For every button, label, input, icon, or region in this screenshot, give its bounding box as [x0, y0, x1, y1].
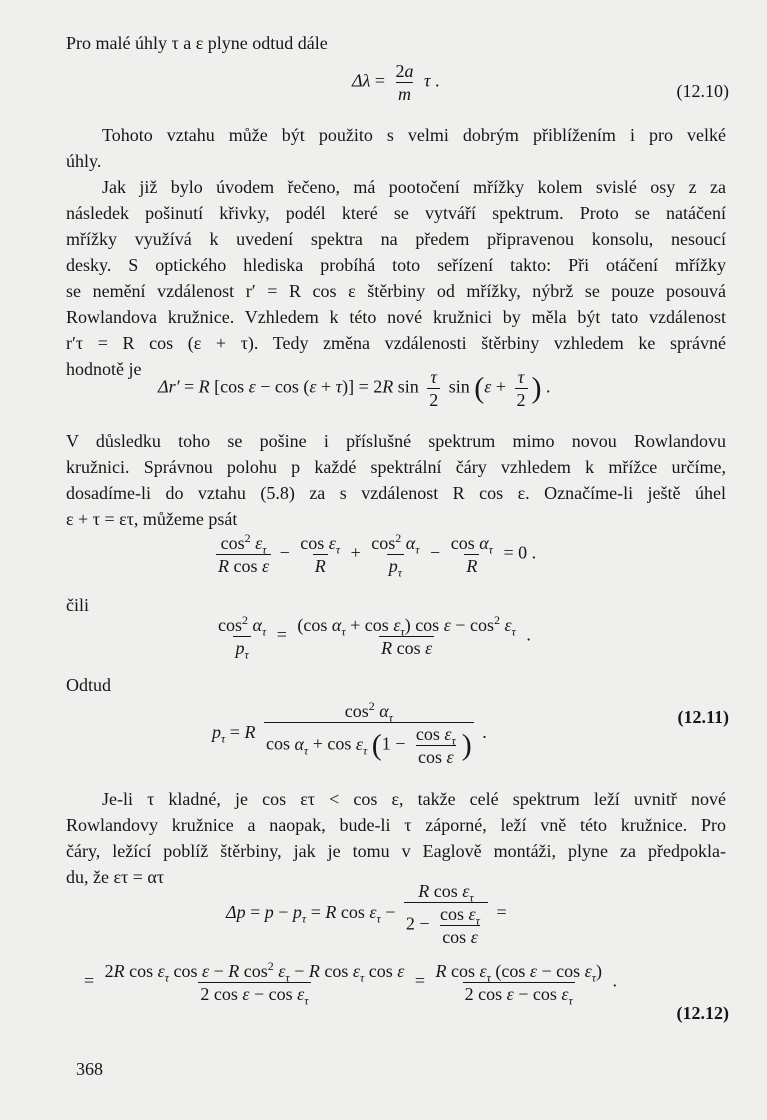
- equation-sum-zero: $\frac{\cos^2 \varepsilon_\tau}{\text{R cos ε}}$ − $\frac{\cos \varepsilon_\tau}{R}$ + $\frac{\cos^2 \alpha_\tau}{p_\tau}$ − $\frac{\cos \alpha_\tau}{R}$ = 0 .: [218, 531, 537, 580]
- text-line: desky. S optického hlediska probíhá toto seřízení takto: Při otáčení mřížky: [66, 255, 726, 275]
- page-number: 368: [76, 1059, 103, 1079]
- text-line: V důsledku toho se pošine i příslušné spektrum mimo novou Rowlandovu: [66, 431, 726, 451]
- text-line: r′τ = R cos (ε + τ). Tedy změna vzdálenosti štěrbiny vzhledem ke správné: [66, 333, 726, 353]
- equation-label: (12.12): [676, 1003, 729, 1023]
- text-line: Jak již bylo úvodem řečeno, má pootočení mřížky kolem svislé osy z za: [102, 177, 726, 197]
- text-line: ε + τ = ετ, můžeme psát: [66, 509, 238, 529]
- text-line: hodnotě je: [66, 359, 142, 379]
- text-line: kružnici. Správnou polohu p každé spektrální čáry vzhledem k mřížce určíme,: [66, 457, 726, 477]
- text-line: dosadíme-li do vztahu (5.8) za s vzdálenost R cos ε. Označíme-li ještě úhel: [66, 483, 726, 503]
- equation-12-10: Δλ = $\frac{2a}{m}$ τ .: [352, 61, 440, 104]
- text-line: Odtud: [66, 675, 111, 695]
- text-line: mřížky využívá k uvedení spektra na předem připravenou konsolu, nesoucí: [66, 229, 726, 249]
- text-line: Pro malé úhly τ a ε plyne odtud dále: [66, 33, 328, 53]
- text-line: následek pošinutí křivky, podél které se vytváří spektrum. Proto se natáčení: [66, 203, 726, 223]
- text-line: Rowlandovy kružnice a naopak, bude-li τ záporné, leží vně této kružnice. Pro: [66, 815, 726, 835]
- text-line: Rowlandova kružnice. Vzhledem k této nové kružnici by měla být tato vzdálenost: [66, 307, 726, 327]
- equation-cili: $\frac{\cos^2 \alpha_\tau}{p_\tau}$ = $\frac{(\cos \alpha_\tau + \cos \varepsilon_\tau) \cos \varepsilon - \cos^2 \varepsilon_\tau}{\text{R cos ε}}$ .: [218, 613, 531, 662]
- text-line: čáry, ležící poblíž štěrbiny, jak je tomu v Eaglově montáži, plyne za předpokla-: [66, 841, 726, 861]
- equation-12-12: = $\frac{2R \cos \varepsilon_\tau \cos \varepsilon - R \cos^2 \varepsilon_\tau - R \cos \varepsilon_\tau \cos \varepsilon}{2 \cos \varepsilon - \cos \varepsilon_\tau}$ = $\frac{R \cos \varepsilon_\tau (\cos \varepsilon - \cos \varepsilon_\tau)}{2 \cos \varepsilon - \cos \varepsilon_\tau}$ .: [84, 959, 618, 1008]
- equation-label: (12.10): [676, 81, 729, 101]
- text-line: úhly.: [66, 151, 102, 171]
- text-line: se nemění vzdálenost r′ = R cos ε štěrbiny od mřížky, nýbrž se pouze posouvá: [66, 281, 726, 301]
- equation-12-11: $p_\tau = R$ $\cos^2 \alpha_\tau$ $\cos \alpha_\tau + \cos \varepsilon_\tau$ (1 − $\frac{\cos \varepsilon_\tau}{\text{cos ε}}$ ) .: [212, 699, 487, 767]
- equation-delta-r: Δr′ = R [cos ε − cos (ε + τ)] = 2R sin $\frac{\tau}{2}$ sin (ε + $\frac{\tau}{2}$ ) .: [158, 367, 551, 410]
- text-line: Tohoto vztahu může být použito s velmi dobrým přiblížením i pro velké: [102, 125, 726, 145]
- equation-delta-p: $\Delta p = p - p_\tau = R$ $\cos \varepsilon_\tau$ − R $\cos \varepsilon_\tau$ 2 − $\frac{\cos \varepsilon_\tau}{\text{cos ε}}$ =: [226, 881, 507, 947]
- text-line: du, že ετ = ατ: [66, 867, 165, 887]
- text-line: Je-li τ kladné, je cos ετ < cos ε, takže celé spektrum leží uvnitř nové: [102, 789, 726, 809]
- equation-label: (12.11): [677, 707, 729, 727]
- text-line: čili: [66, 595, 89, 615]
